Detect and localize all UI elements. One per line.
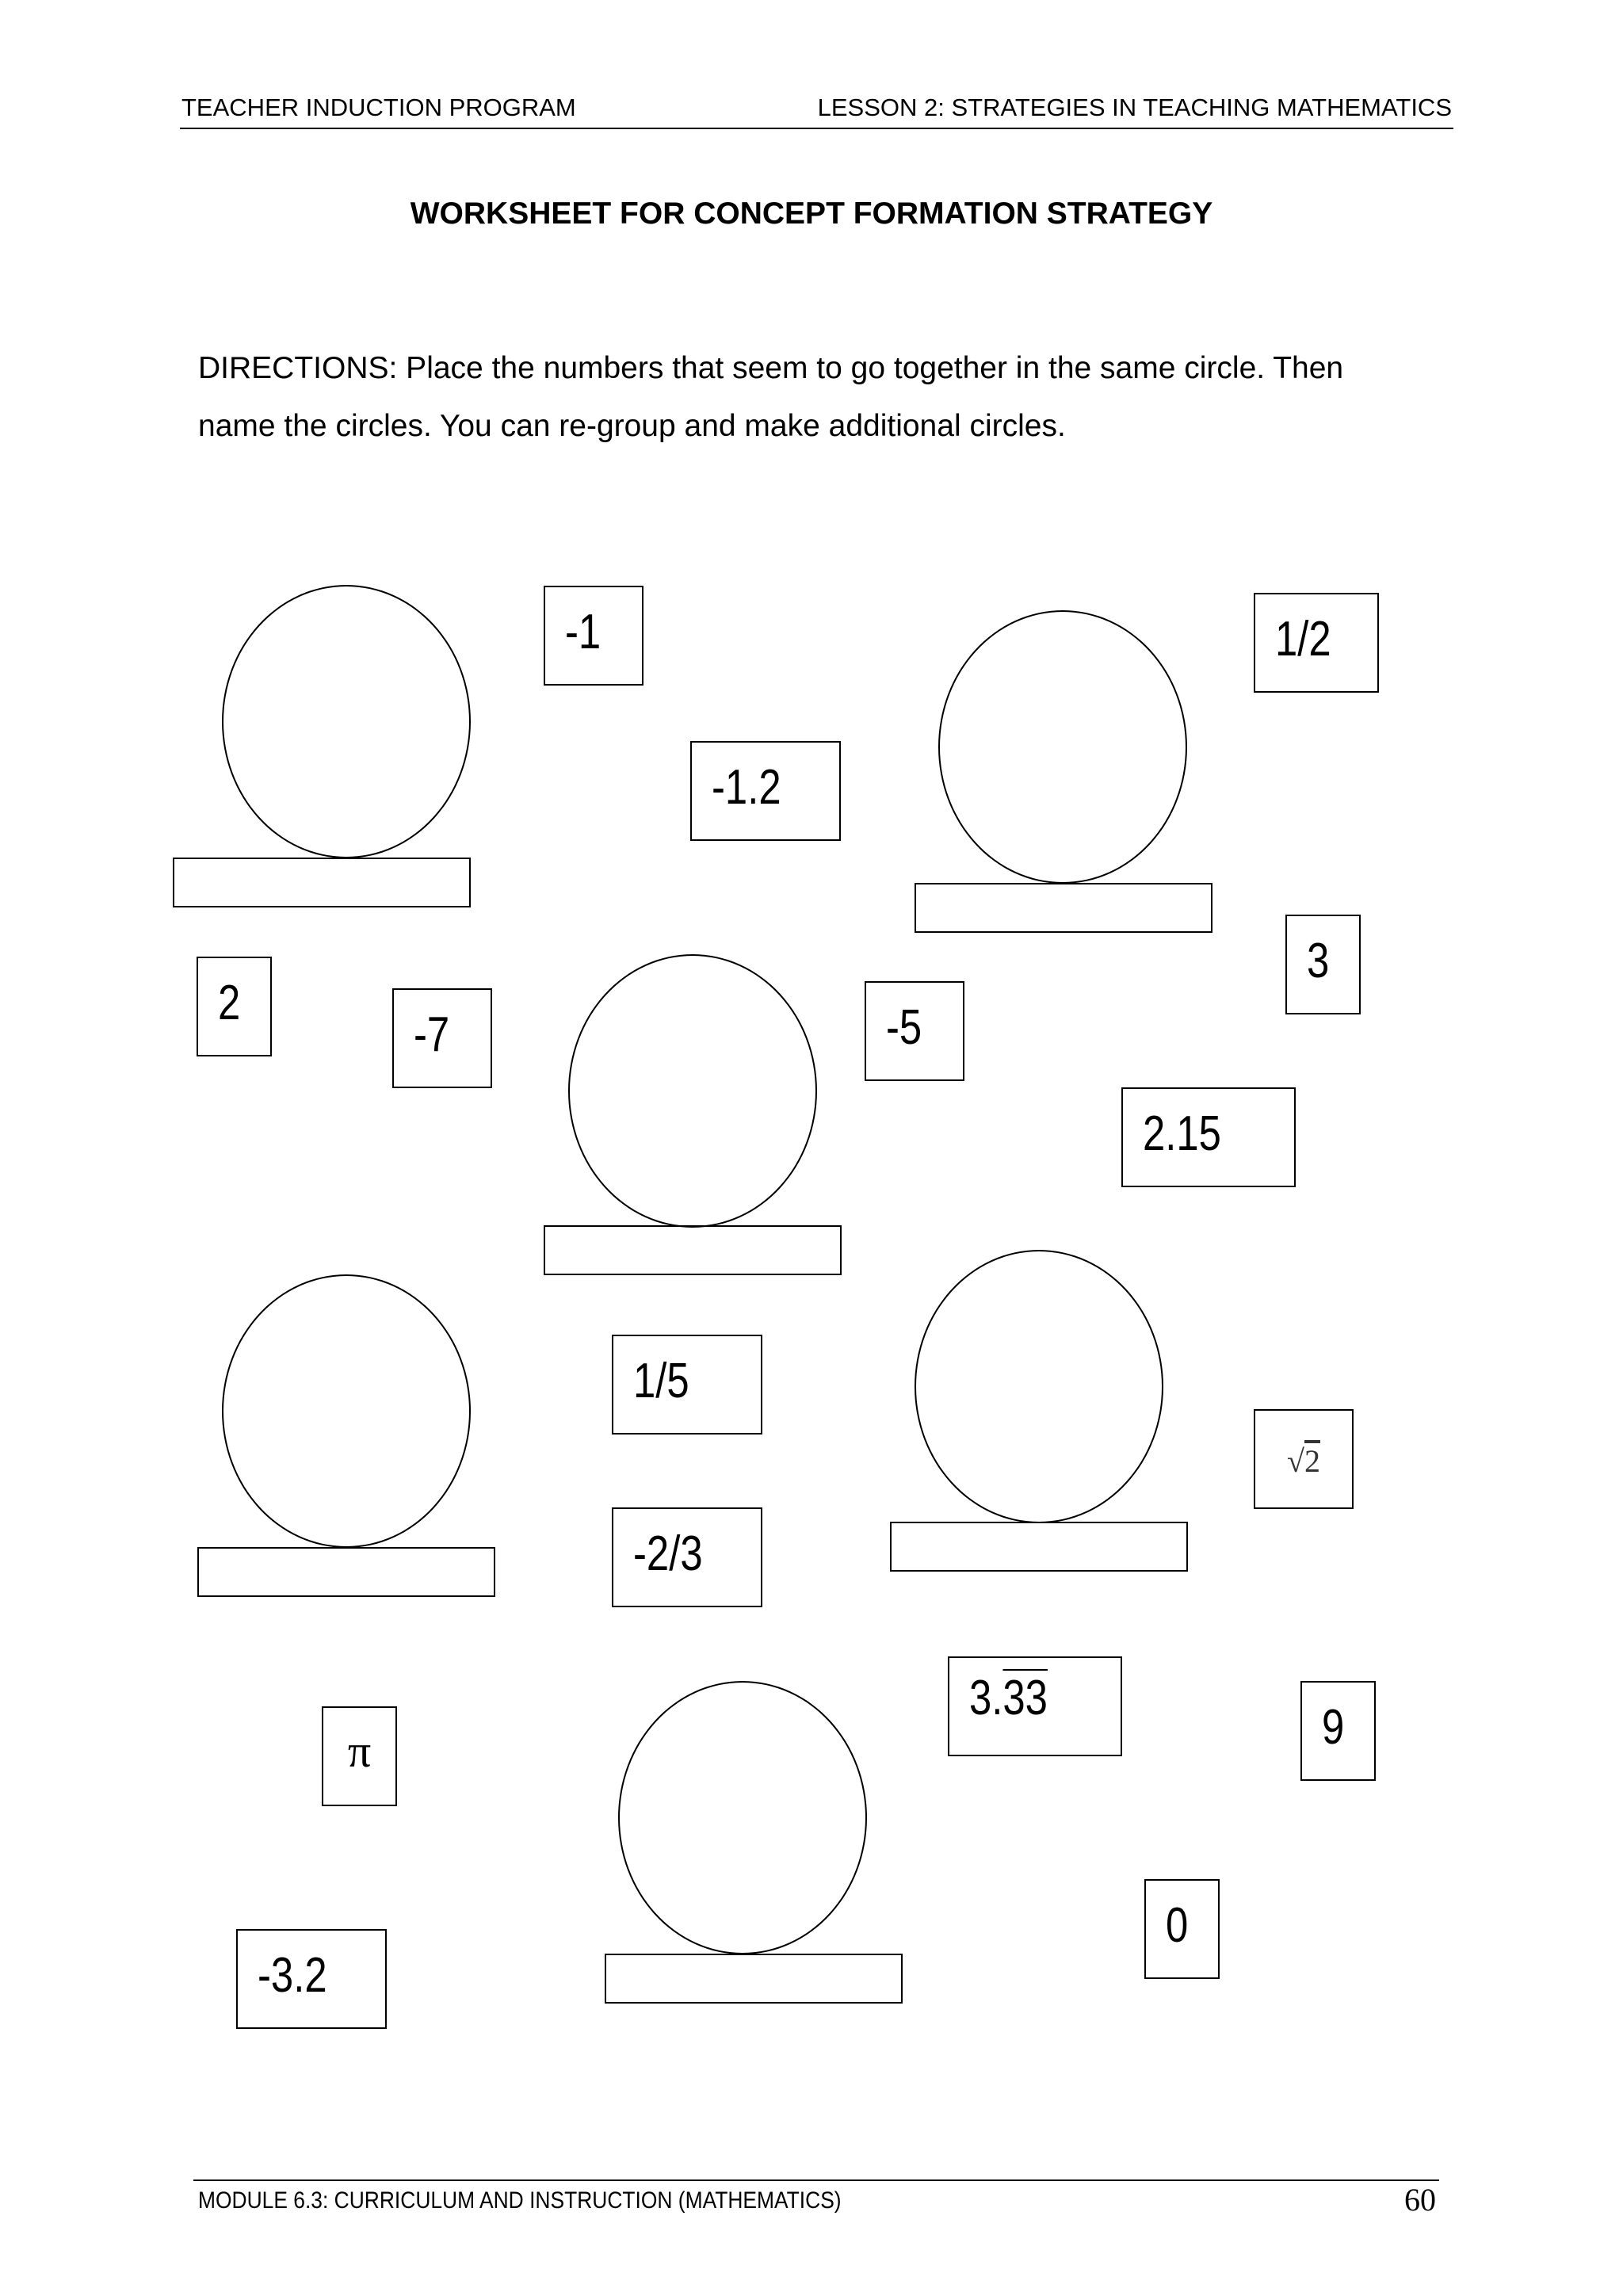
worksheet-title: WORKSHEET FOR CONCEPT FORMATION STRATEGY: [410, 197, 1213, 231]
card-value: 1/2: [1275, 612, 1331, 667]
number-card[interactable]: [1254, 593, 1379, 693]
card-value-repeating: 33: [1002, 1671, 1048, 1725]
card-value: 2: [218, 976, 241, 1030]
sorting-circle-3: [568, 954, 817, 1228]
number-card[interactable]: [612, 1335, 762, 1435]
card-value: [1255, 1443, 1352, 1479]
card-value: -1: [565, 605, 601, 659]
header-rule: [180, 128, 1453, 129]
sorting-circle-2: [938, 610, 1187, 884]
card-value: -2/3: [633, 1526, 703, 1581]
card-value: -7: [414, 1007, 450, 1062]
card-value: 9: [1322, 1700, 1345, 1755]
circle-name-box-3[interactable]: [544, 1225, 842, 1275]
circle-name-box-4[interactable]: [197, 1547, 495, 1597]
card-value-radicand: 2: [1304, 1443, 1320, 1479]
card-value: -5: [886, 1000, 922, 1055]
pi-icon: π: [347, 1725, 372, 1777]
card-value: [969, 1671, 1048, 1725]
card-value: 3: [1307, 934, 1330, 988]
footer-module: MODULE 6.3: CURRICULUM AND INSTRUCTION (MATHEMATICS): [198, 2187, 842, 2214]
number-card[interactable]: [197, 957, 272, 1056]
circle-name-box-2[interactable]: [915, 883, 1212, 933]
number-card[interactable]: [1144, 1879, 1220, 1979]
card-value: 0: [1166, 1898, 1189, 1953]
number-card[interactable]: [612, 1507, 762, 1607]
number-card[interactable]: [1254, 1409, 1354, 1509]
footer-rule: [193, 2179, 1439, 2181]
circle-name-box-5[interactable]: [890, 1522, 1188, 1572]
number-card[interactable]: [948, 1656, 1122, 1756]
circle-name-box-1[interactable]: [173, 858, 471, 907]
circle-name-box-6[interactable]: [605, 1954, 903, 2004]
number-card[interactable]: [544, 586, 643, 686]
card-value-whole: 3.: [969, 1671, 1003, 1725]
header-lesson: LESSON 2: STRATEGIES IN TEACHING MATHEMATICS: [817, 94, 1452, 121]
header-program: TEACHER INDUCTION PROGRAM: [181, 94, 576, 121]
card-value: -1.2: [712, 760, 781, 815]
sorting-circle-6: [618, 1681, 867, 1954]
number-card[interactable]: [1285, 915, 1361, 1014]
directions-line-2: name the circles. You can re-group and make additional circles.: [198, 409, 1066, 443]
number-card[interactable]: [322, 1706, 397, 1806]
page-number: 60: [1404, 2182, 1436, 2218]
card-value: 2.15: [1143, 1106, 1221, 1161]
card-value: 1/5: [633, 1354, 689, 1408]
sorting-circle-1: [222, 585, 471, 858]
number-card[interactable]: [690, 741, 841, 841]
number-card[interactable]: [1300, 1681, 1376, 1781]
card-value: -3.2: [258, 1948, 327, 2003]
directions-line-1: DIRECTIONS: Place the numbers that seem to go together in the same circle. Then: [198, 351, 1344, 385]
sorting-circle-5: [915, 1250, 1163, 1523]
sorting-circle-4: [222, 1274, 471, 1548]
directions-text: [198, 339, 1466, 455]
number-card[interactable]: [1121, 1087, 1296, 1187]
number-card[interactable]: [392, 988, 492, 1088]
number-card[interactable]: [865, 981, 964, 1081]
number-card[interactable]: [236, 1929, 387, 2029]
sqrt-icon: √: [1287, 1443, 1304, 1479]
